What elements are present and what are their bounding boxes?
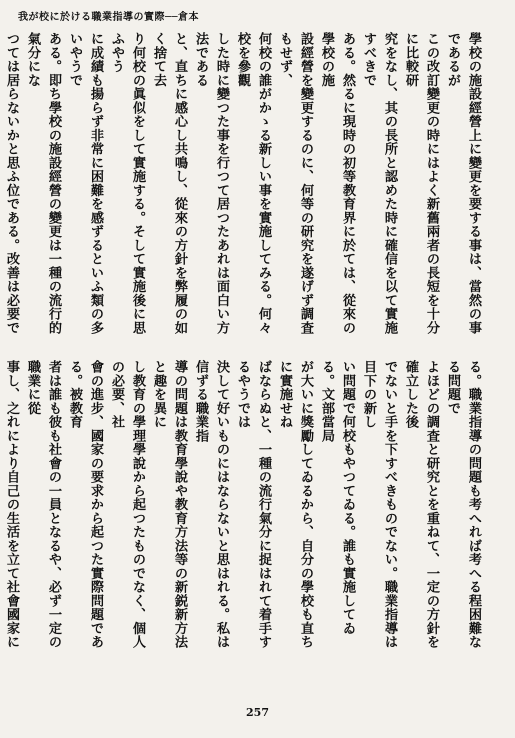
text-line: 何校の誰がかゝる新しい事を實施してみる。何々校を參觀 [235,32,271,335]
text-line: よほどの調査と研究とを重ねて、一定の方針を確立した後 [403,360,439,649]
text-line: ある。即ち學校の施設經營の變更は一種の流行的氣分にな [25,32,61,335]
text-column-lower [4,360,484,660]
text-line: ある。然るに現時の初等教育界に於ては、從來の學校の施 [319,32,355,335]
text-line: 者は誰も彼も社會の一員となるや、必ず一定の職業に從 [25,360,61,649]
text-line: でないと手を下すべきものでない。職業指導は目下の新し [361,360,397,649]
text-line: る。職業指導の問題も考へれば考へる程困難なる問題で [445,360,481,649]
column-divider [30,352,488,353]
running-head: 我が校に於ける職業指導の實際──倉本 [18,12,200,23]
text-line: 設經營を變更するのに、何等の研究を遂げず調査もせず、 [277,32,313,335]
page-number: 257 [246,706,269,719]
text-line: い問題で何校もやつてゐる。誰も實施してゐる。文部當局 [319,360,355,635]
text-line: 會の進步、國家の要求から起つた實際問題である。被教育 [67,360,103,649]
text-line: 學校の施設經營上に變更を要する事は、當然の事であるが [445,32,481,335]
text-line: 決して好いものにはならないと思はれる。私は信ずる職業指 [193,360,229,649]
text-line: り何校の眞似をして實施する。そして實施後に思ふやう [109,32,145,335]
text-column-upper [4,32,484,347]
text-line: に成績も揚らず非常に困難を感ずるといふ類の多いやうで [67,32,103,335]
text-line: し教育の學理學說から起つたものでなく、個人の必要、社 [109,360,145,649]
text-line: ばならぬと、一種の流行氣分に捉はれて着手するやうでは [235,360,271,649]
text-line: つては居らないかと思ふ位である。改善は必要で [4,32,19,335]
text-line: この改訂變更の時にはよく新舊兩者の長短を十分に比較研 [403,32,439,335]
text-line: と、直ちに感心し共鳴し、從來の方針を弊履の如く捨て去 [151,32,187,335]
text-line: した時に變つた事を行つて居つたあれは面白い方法である [193,32,229,335]
text-line: が大いに獎勵してゐるから、自分の學校も直ちに實施せね [277,360,313,649]
text-line: 究をなし、其の長所と認めた時に確信を以て實施すべきで [361,32,397,335]
text-line: 導の問題は教育學說や教育方法等の新鋭新方法と趣を異に [151,360,187,649]
text-line: 事し、之れにより自己の生活を立て社會國家に [4,360,19,649]
